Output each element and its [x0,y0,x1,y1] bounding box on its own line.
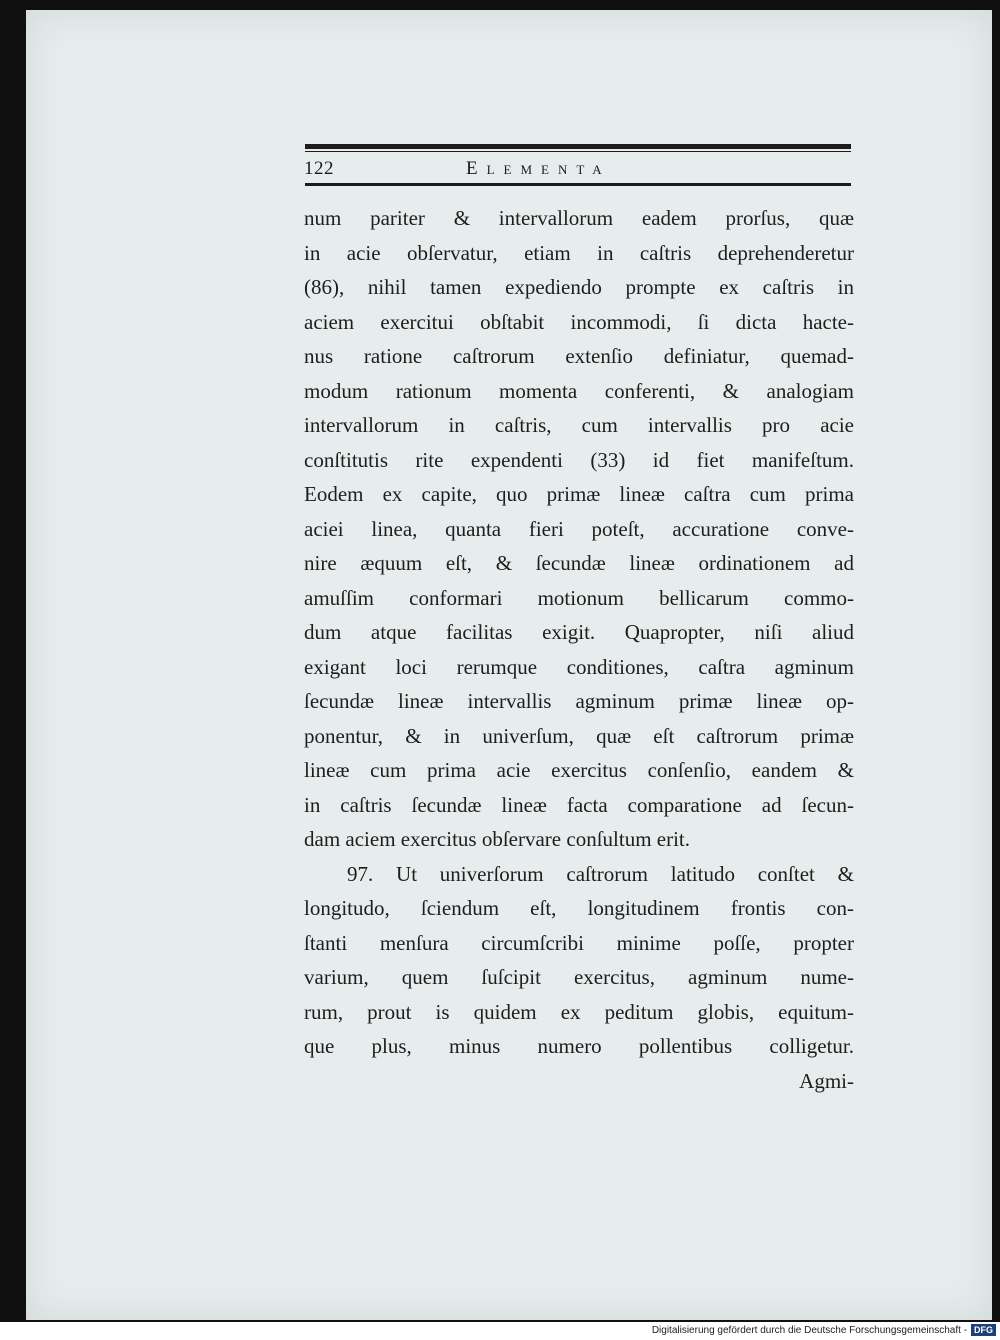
text-line: in caſtris ſecundæ lineæ facta comparatione ad ſecun- [304,792,854,817]
credit-text: Digitalisierung gefördert durch die Deutsche Forschungsgemeinschaft - [651,1325,967,1336]
header-rule-top-thin [305,151,851,152]
text-line: Eodem ex capite, quo primæ lineæ caſtra cum prima [304,482,854,506]
text-line: exigant loci rerumque conditiones, caſtra agminum [304,654,854,679]
dfg-logo: DFG [971,1324,996,1336]
text-line: ſecundæ lineæ intervallis agminum primæ lineæ op- [304,689,854,713]
text-line: amuſſim conformari motionum bellicarum commo- [304,585,854,610]
text-line: intervallorum in caſtris, cum intervallis pro acie [304,413,854,437]
body-text [304,201,854,1098]
header-rule-top [305,144,851,149]
header-rule-bottom [305,183,851,186]
text-line: rum, prout is quidem ex peditum globis, equitum- [304,999,854,1024]
digitization-credit [0,1322,1000,1340]
section-97-first-line: 97. Ut univerſorum caſtrorum latitudo conſtet & [347,861,854,886]
text-line: conſtitutis rite expendenti (33) id fiet manifeſtum. [304,447,854,472]
text-line: varium, quem ſuſcipit exercitus, agminum nume- [304,965,854,989]
text-line: longitudo, ſciendum eſt, longitudinem frontis con- [304,896,854,920]
text-line: dam aciem exercitus obſervare conſultum erit. [304,827,691,851]
text-line: ponentur, & in univerſum, quæ eſt caſtrorum primæ [304,723,854,748]
text-line: lineæ cum prima acie exercitus conſenſio, eandem & [304,758,854,782]
catchword: Agmi- [799,1068,854,1093]
text-line: num pariter & intervallorum eadem prorſus, quæ [304,206,854,230]
text-line: nus ratione caſtrorum extenſio definiatur, quemad- [304,344,854,368]
text-line: (86), nihil tamen expediendo prompte ex caſtris in [304,275,854,299]
text-line: modum rationum momenta conferenti, & analogiam [304,378,854,403]
text-line: que plus, minus numero pollentibus colligetur. [304,1034,854,1058]
text-line: nire æquum eſt, & ſecundæ lineæ ordinationem ad [304,551,854,575]
text-line: dum atque facilitas exigit. Quapropter, niſi aliud [304,620,854,644]
text-line: ſtanti menſura circumſcribi minime poſſe, propter [304,930,854,955]
running-head: Elementa [466,158,611,179]
text-line: aciei linea, quanta fieri poteſt, accuratione conve- [304,516,854,541]
page-number: 122 [304,158,334,179]
text-line: in acie obſervatur, etiam in caſtris deprehenderetur [304,240,854,265]
text-line: aciem exercitui obſtabit incommodi, ſi dicta hacte- [304,309,854,334]
